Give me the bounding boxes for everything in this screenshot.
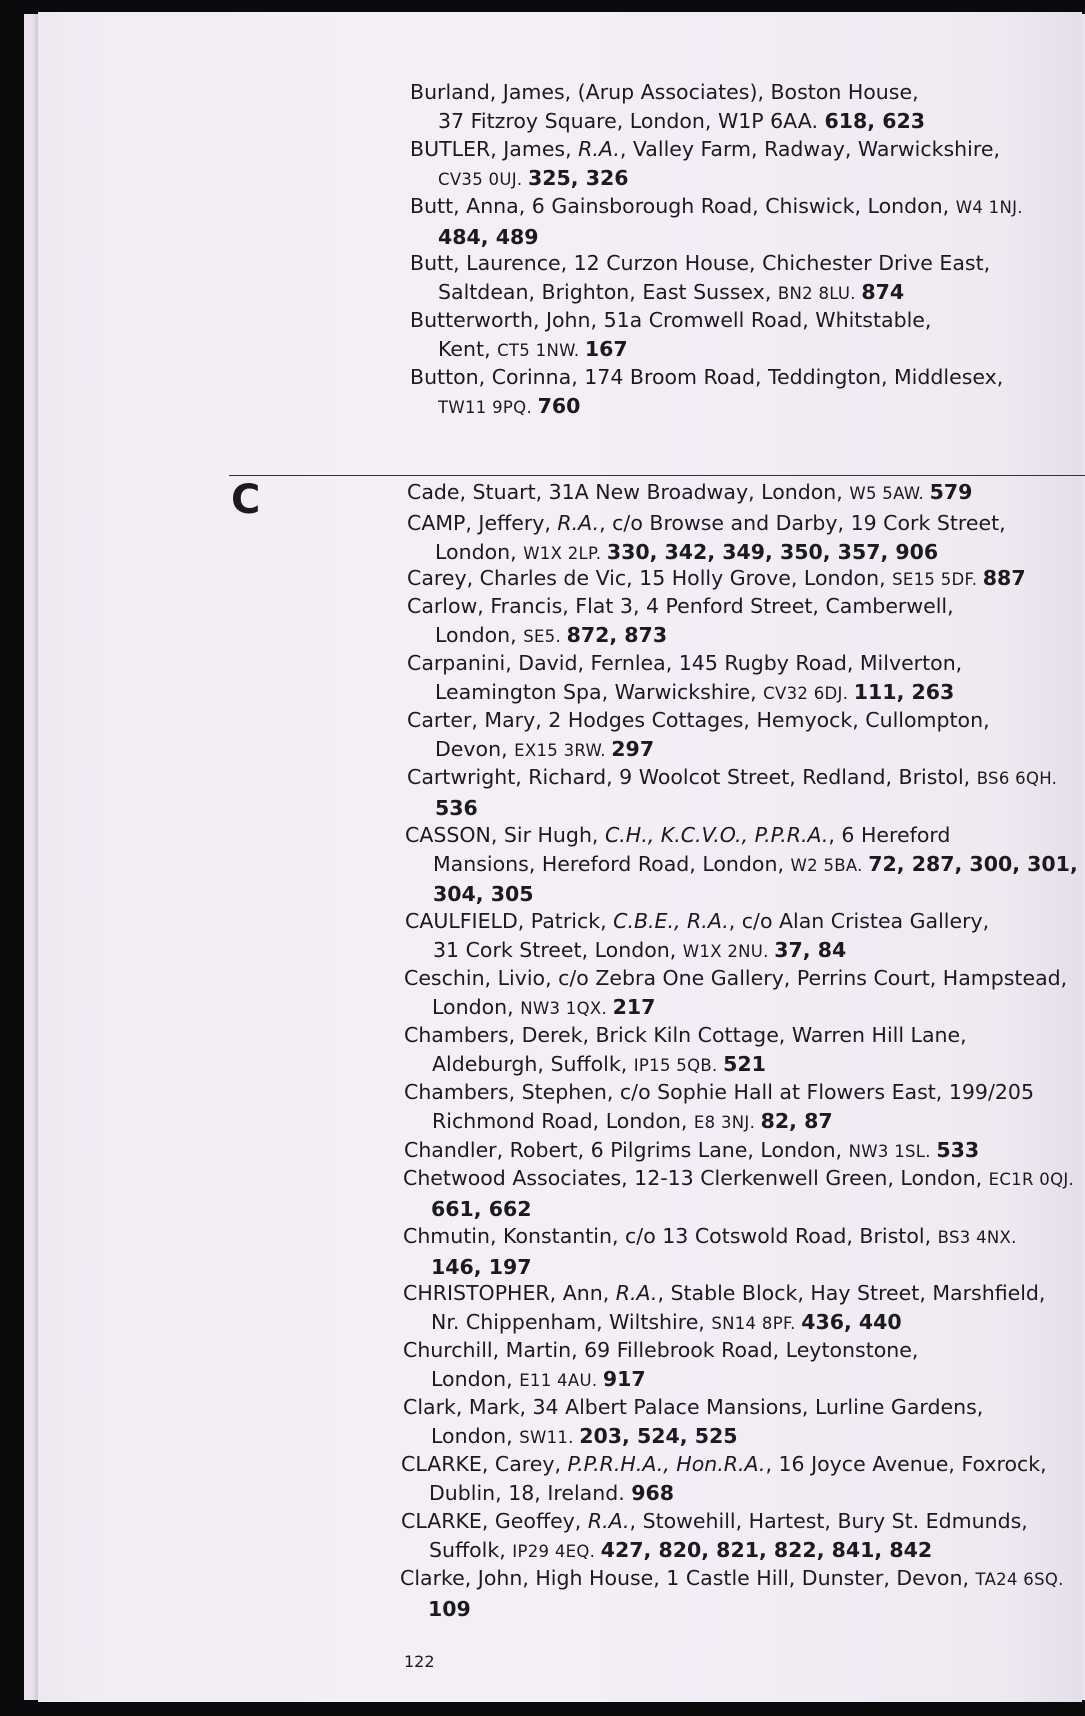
page-references: 436, 440 bbox=[801, 1309, 902, 1334]
entry-text: Richmond Road, London, bbox=[432, 1108, 694, 1133]
entry-text: , 6 Hereford bbox=[828, 823, 951, 847]
page-references: 304, 305 bbox=[433, 882, 534, 907]
entry-line bbox=[401, 1507, 1081, 1536]
page-references: 521 bbox=[723, 1051, 766, 1076]
entry-text: , Stable Block, Hay Street, Marshfield, bbox=[657, 1281, 1046, 1305]
entry-line bbox=[400, 1564, 1080, 1595]
index-entry bbox=[407, 706, 1085, 765]
entry-text: BUTLER, James, bbox=[410, 137, 579, 161]
entry-text: Suffolk, bbox=[429, 1537, 513, 1562]
entry-text: CAMP, Jeffery, bbox=[407, 511, 558, 535]
entry-text: Aldeburgh, Suffolk, bbox=[432, 1051, 634, 1076]
entry-text: Nr. Chippenham, Wiltshire, bbox=[431, 1309, 712, 1334]
index-entry bbox=[410, 249, 1085, 308]
entry-line bbox=[404, 964, 1084, 993]
index-entry bbox=[404, 1078, 1084, 1137]
entry-line bbox=[410, 392, 1085, 423]
entry-line bbox=[404, 1107, 1084, 1138]
index-entry bbox=[404, 1136, 1084, 1167]
entry-text: Burland, James, (Arup Associates), Boston House, bbox=[410, 80, 919, 104]
entry-text: Button, Corinna, 174 Broom Road, Teddington, Middlesex, bbox=[410, 365, 1004, 389]
postcode: SE5. bbox=[523, 626, 567, 646]
honours: C.B.E., R.A. bbox=[613, 909, 729, 933]
entry-line bbox=[410, 306, 1085, 335]
page-references: 297 bbox=[611, 736, 655, 761]
entry-text: Kent, bbox=[438, 336, 498, 361]
entry-text: Carpanini, David, Fernlea, 145 Rugby Road, Milverton, bbox=[407, 651, 963, 675]
index-entry bbox=[410, 192, 1085, 251]
postcode: SE15 5DF. bbox=[892, 570, 983, 589]
page-references: 82, 87 bbox=[760, 1108, 833, 1133]
entry-text: , 16 Joyce Avenue, Foxrock, bbox=[765, 1452, 1047, 1476]
index-entry bbox=[404, 964, 1084, 1023]
page-references: 887 bbox=[982, 566, 1026, 590]
postcode: BS6 6QH. bbox=[976, 769, 1058, 788]
entry-line bbox=[403, 1365, 1083, 1396]
index-entry bbox=[407, 478, 1085, 509]
entry-line bbox=[404, 1050, 1084, 1081]
postcode: EX15 3RW. bbox=[514, 740, 612, 760]
entry-text: , c/o Alan Cristea Gallery, bbox=[728, 909, 990, 933]
entry-line bbox=[407, 735, 1085, 766]
page-references: 872, 873 bbox=[566, 622, 668, 647]
entry-line bbox=[410, 135, 1085, 164]
index-entries bbox=[38, 12, 1082, 1702]
index-entry bbox=[407, 649, 1085, 708]
index-entry bbox=[410, 78, 1085, 135]
entry-line bbox=[403, 1195, 1083, 1224]
entry-text: CASSON, Sir Hugh, bbox=[405, 823, 605, 847]
entry-text: Cartwright, Richard, 9 Woolcot Street, Redland, Bristol, bbox=[407, 765, 977, 789]
index-entry bbox=[403, 1393, 1083, 1452]
page-references: 167 bbox=[584, 336, 628, 361]
entry-line bbox=[410, 335, 1085, 366]
postcode: CV32 6DJ. bbox=[763, 683, 854, 703]
index-entry bbox=[410, 135, 1085, 194]
postcode: W2 5BA. bbox=[790, 855, 869, 875]
entry-text: CLARKE, Carey, bbox=[401, 1452, 568, 1476]
index-entry bbox=[403, 1222, 1083, 1281]
page-number: 122 bbox=[404, 1652, 435, 1671]
page-references: 146, 197 bbox=[431, 1254, 532, 1279]
entry-text: W1P 6AA. bbox=[717, 108, 825, 133]
entry-line bbox=[401, 1479, 1081, 1508]
entry-text: Chetwood Associates, 12-13 Clerkenwell Green, London, bbox=[403, 1166, 989, 1190]
page-references: 484, 489 bbox=[438, 224, 539, 249]
entry-text: , Valley Farm, Radway, Warwickshire, bbox=[619, 137, 1000, 161]
page-references: 109 bbox=[428, 1596, 471, 1621]
entry-line bbox=[403, 1308, 1083, 1339]
index-entry bbox=[404, 1021, 1084, 1080]
entry-line bbox=[405, 907, 1085, 936]
entry-text: Chambers, Derek, Brick Kiln Cottage, Warren Hill Lane, bbox=[404, 1023, 967, 1047]
postcode: E11 4AU. bbox=[519, 1370, 603, 1390]
entry-line bbox=[403, 1336, 1083, 1365]
entry-line bbox=[404, 1078, 1084, 1107]
page-references: 37, 84 bbox=[774, 937, 847, 962]
postcode: IP29 4EQ. bbox=[512, 1541, 601, 1561]
entry-line bbox=[410, 249, 1085, 278]
entry-text: London, bbox=[435, 622, 524, 647]
postcode: BN2 8LU. bbox=[777, 283, 862, 303]
entry-text: London, bbox=[431, 1366, 520, 1391]
entry-line bbox=[403, 1164, 1083, 1195]
entry-text: 37 Fitzroy Square, London, bbox=[438, 108, 718, 133]
entry-line bbox=[405, 880, 1085, 909]
page-references: 111, 263 bbox=[853, 679, 955, 704]
postcode: W1X 2NU. bbox=[682, 941, 775, 961]
entry-text: London, bbox=[431, 1423, 520, 1448]
entry-text: Clarke, John, High House, 1 Castle Hill, Dunster, Devon, bbox=[400, 1566, 976, 1590]
entry-line bbox=[403, 1253, 1083, 1282]
entry-text: Clark, Mark, 34 Albert Palace Mansions, Lurline Gardens, bbox=[403, 1395, 984, 1419]
index-entry bbox=[401, 1450, 1081, 1507]
entry-line bbox=[403, 1279, 1083, 1308]
page-references: 325, 326 bbox=[527, 165, 629, 190]
entry-line bbox=[407, 621, 1085, 652]
entry-text: Leamington Spa, Warwickshire, bbox=[435, 679, 764, 704]
honours: R.A. bbox=[615, 1281, 658, 1305]
entry-line bbox=[407, 478, 1085, 509]
entry-line bbox=[410, 78, 1085, 107]
entry-line bbox=[404, 993, 1084, 1024]
index-entry bbox=[403, 1336, 1083, 1395]
entry-text: Butterworth, John, 51a Cromwell Road, Whitstable, bbox=[410, 308, 932, 332]
postcode: NW3 1SL. bbox=[848, 1142, 937, 1161]
entry-text: Carey, Charles de Vic, 15 Holly Grove, London, bbox=[407, 566, 893, 590]
entry-text: CAULFIELD, Patrick, bbox=[405, 909, 614, 933]
postcode: TW11 9PQ. bbox=[438, 397, 538, 417]
entry-text: Carter, Mary, 2 Hodges Cottages, Hemyock, Cullompton, bbox=[407, 708, 990, 732]
entry-text: Chandler, Robert, 6 Pilgrims Lane, London, bbox=[404, 1138, 849, 1162]
entry-text: London, bbox=[432, 994, 521, 1019]
index-entry bbox=[407, 509, 1085, 568]
page-references: 661, 662 bbox=[431, 1196, 532, 1221]
entry-line bbox=[407, 564, 1085, 595]
postcode: W4 1NJ. bbox=[955, 198, 1023, 217]
entry-line bbox=[407, 763, 1085, 794]
postcode: E8 3NJ. bbox=[693, 1112, 761, 1132]
honours: R.A. bbox=[557, 511, 600, 535]
document-page bbox=[38, 12, 1082, 1702]
section-letter: C bbox=[231, 477, 261, 523]
entry-text: Churchill, Martin, 69 Fillebrook Road, Leytonstone, bbox=[403, 1338, 919, 1362]
entry-text: 31 Cork Street, London, bbox=[433, 937, 683, 962]
entry-line bbox=[400, 1595, 1080, 1624]
postcode: EC1R 0QJ. bbox=[988, 1170, 1075, 1189]
honours: R.A. bbox=[578, 137, 620, 161]
postcode: NW3 1QX. bbox=[520, 998, 613, 1018]
postcode: CT5 1NW. bbox=[497, 340, 585, 360]
entry-text: Chmutin, Konstantin, c/o 13 Cotswold Road, Bristol, bbox=[403, 1224, 938, 1248]
page-references: 968 bbox=[631, 1480, 675, 1505]
honours: C.H., K.C.V.O., P.P.R.A. bbox=[604, 823, 829, 847]
entry-text: Mansions, Hereford Road, London, bbox=[433, 851, 791, 876]
entry-line bbox=[410, 164, 1085, 195]
index-entry bbox=[410, 363, 1085, 422]
entry-line bbox=[407, 794, 1085, 823]
index-entry bbox=[407, 564, 1085, 595]
entry-text: Saltdean, Brighton, East Sussex, bbox=[438, 279, 778, 304]
entry-line bbox=[407, 509, 1085, 538]
index-entry bbox=[405, 907, 1085, 966]
entry-line bbox=[407, 592, 1085, 621]
index-entry bbox=[407, 763, 1085, 822]
entry-line bbox=[403, 1222, 1083, 1253]
entry-line bbox=[404, 1021, 1084, 1050]
postcode: SN14 8PF. bbox=[711, 1313, 802, 1333]
postcode: W1X 2LP. bbox=[523, 543, 607, 563]
entry-line bbox=[401, 1536, 1081, 1567]
entry-line bbox=[407, 706, 1085, 735]
entry-text: Butt, Anna, 6 Gainsborough Road, Chiswick, London, bbox=[410, 194, 956, 218]
entry-line bbox=[410, 278, 1085, 309]
entry-text: , Stowehill, Hartest, Bury St. Edmunds, bbox=[629, 1509, 1028, 1533]
entry-line bbox=[403, 1393, 1083, 1422]
honours: R.A. bbox=[587, 1509, 630, 1533]
index-entry bbox=[407, 592, 1085, 651]
page-references: 330, 342, 349, 350, 357, 906 bbox=[606, 539, 939, 564]
entry-line bbox=[403, 1422, 1083, 1453]
index-entry bbox=[410, 306, 1085, 365]
entry-text: CHRISTOPHER, Ann, bbox=[403, 1281, 616, 1305]
page-references: 760 bbox=[537, 393, 581, 418]
postcode: CV35 0UJ. bbox=[438, 169, 528, 189]
postcode: TA24 6SQ. bbox=[975, 1570, 1064, 1589]
entry-text: Ceschin, Livio, c/o Zebra One Gallery, Perrins Court, Hampstead, bbox=[404, 966, 1068, 990]
entry-text: , c/o Browse and Darby, 19 Cork Street, bbox=[599, 511, 1006, 535]
index-entry bbox=[403, 1164, 1083, 1223]
page-references: 427, 820, 821, 822, 841, 842 bbox=[600, 1537, 933, 1562]
postcode: W5 5AW. bbox=[849, 484, 930, 503]
page-references: 579 bbox=[929, 480, 973, 504]
entry-text: Dublin, 18, Ireland. bbox=[429, 1480, 632, 1505]
entry-line bbox=[410, 363, 1085, 392]
entry-line bbox=[404, 1136, 1084, 1167]
page-references: 536 bbox=[435, 795, 478, 820]
index-entry bbox=[403, 1279, 1083, 1338]
page-references: 618, 623 bbox=[824, 108, 925, 133]
entry-line bbox=[405, 936, 1085, 967]
entry-line bbox=[407, 649, 1085, 678]
entry-line bbox=[401, 1450, 1081, 1479]
postcode: BS3 4NX. bbox=[937, 1228, 1017, 1247]
entry-text: CLARKE, Geoffey, bbox=[401, 1509, 588, 1533]
entry-line bbox=[407, 678, 1085, 709]
entry-line bbox=[410, 192, 1085, 223]
entry-line bbox=[405, 821, 1085, 850]
postcode: IP15 5QB. bbox=[633, 1055, 724, 1075]
page-references: 874 bbox=[861, 279, 905, 304]
entry-text: Cade, Stuart, 31A New Broadway, London, bbox=[407, 480, 850, 504]
page-references: 203, 524, 525 bbox=[579, 1423, 738, 1448]
entry-text: Chambers, Stephen, c/o Sophie Hall at Flowers East, 199/205 bbox=[404, 1080, 1034, 1104]
page-references: 217 bbox=[612, 994, 656, 1019]
entry-line bbox=[410, 223, 1085, 252]
entry-line bbox=[410, 107, 1085, 136]
honours: P.P.R.H.A., Hon.R.A. bbox=[567, 1452, 766, 1476]
entry-text: London, bbox=[435, 539, 524, 564]
entry-text: Butt, Laurence, 12 Curzon House, Chichester Drive East, bbox=[410, 251, 991, 275]
page-references: 917 bbox=[602, 1366, 646, 1391]
entry-line bbox=[405, 850, 1085, 881]
index-entry bbox=[401, 1507, 1081, 1566]
postcode: SW11. bbox=[519, 1427, 580, 1447]
page-references: 533 bbox=[936, 1138, 980, 1162]
page-references: 72, 287, 300, 301, bbox=[868, 851, 1078, 876]
entry-text: Devon, bbox=[435, 736, 515, 761]
index-entry bbox=[400, 1564, 1080, 1623]
entry-text: Carlow, Francis, Flat 3, 4 Penford Street, Camberwell, bbox=[407, 594, 954, 618]
index-entry bbox=[405, 821, 1085, 909]
